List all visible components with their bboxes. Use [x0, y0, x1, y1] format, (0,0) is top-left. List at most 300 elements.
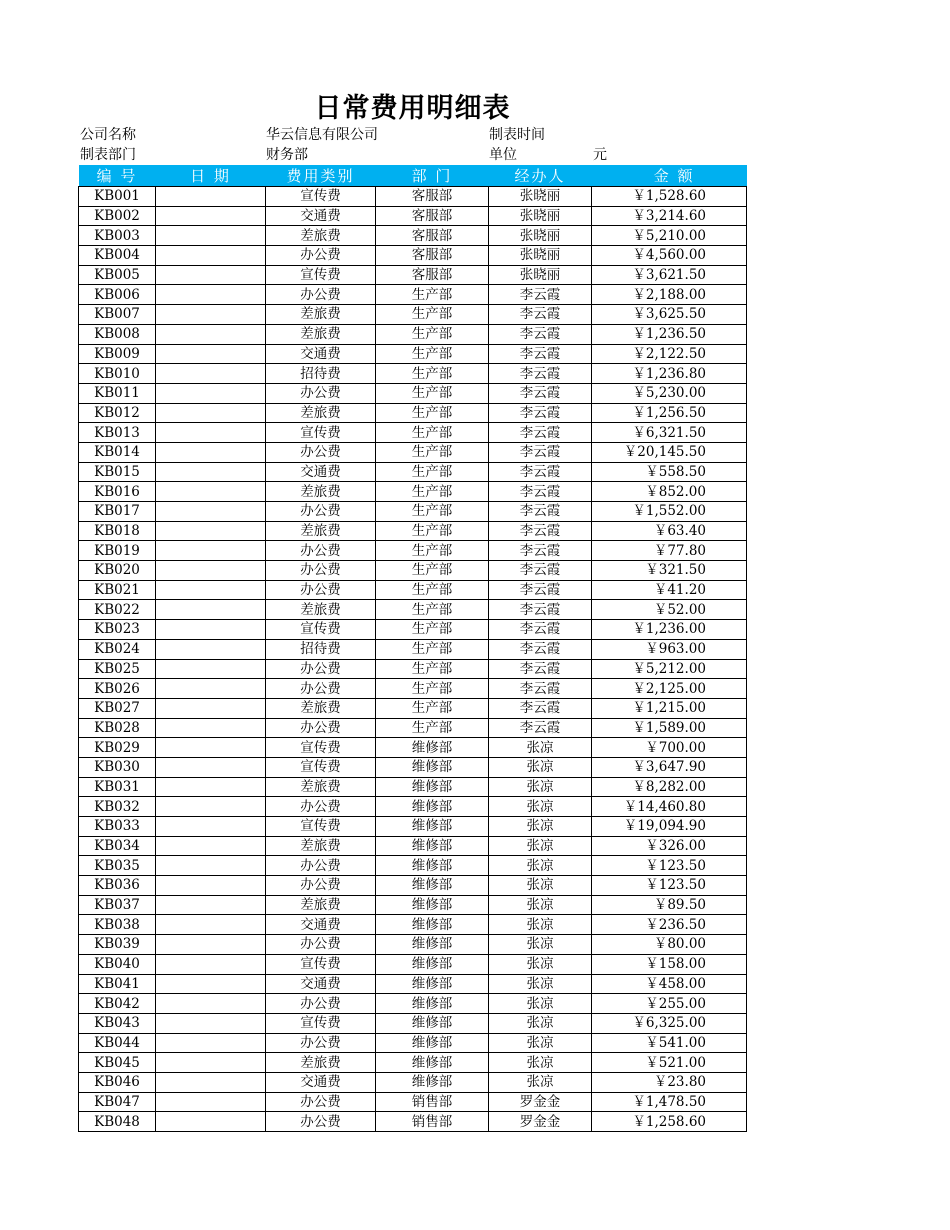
cell-department[interactable]: 维修部 — [376, 1072, 489, 1092]
cell-id[interactable]: KB008 — [79, 324, 156, 344]
cell-date[interactable] — [156, 994, 266, 1014]
cell-department[interactable]: 生产部 — [376, 521, 489, 541]
cell-date[interactable] — [156, 856, 266, 876]
cell-handler[interactable]: 李云霞 — [489, 403, 592, 423]
cell-department[interactable]: 维修部 — [376, 974, 489, 994]
cell-id[interactable]: KB028 — [79, 718, 156, 738]
cell-id[interactable]: KB010 — [79, 364, 156, 384]
cell-id[interactable]: KB041 — [79, 974, 156, 994]
cell-date[interactable] — [156, 817, 266, 837]
cell-id[interactable]: KB014 — [79, 442, 156, 462]
cell-category[interactable]: 办公费 — [266, 876, 376, 896]
cell-date[interactable] — [156, 639, 266, 659]
cell-amount[interactable]: ￥963.00 — [592, 639, 747, 659]
cell-handler[interactable]: 李云霞 — [489, 502, 592, 522]
cell-category[interactable]: 宣传费 — [266, 1013, 376, 1033]
cell-date[interactable] — [156, 1053, 266, 1073]
cell-id[interactable]: KB042 — [79, 994, 156, 1014]
cell-handler[interactable]: 张晓丽 — [489, 206, 592, 226]
cell-date[interactable] — [156, 600, 266, 620]
cell-category[interactable]: 交通费 — [266, 344, 376, 364]
cell-department[interactable]: 维修部 — [376, 1033, 489, 1053]
page-title: 日常费用明细表 — [314, 93, 511, 124]
cell-id[interactable]: KB001 — [79, 187, 156, 207]
cell-category[interactable]: 招待费 — [266, 364, 376, 384]
cell-id[interactable]: KB031 — [79, 777, 156, 797]
cell-department[interactable]: 客服部 — [376, 187, 489, 207]
cell-handler[interactable]: 张晓丽 — [489, 265, 592, 285]
cell-category[interactable]: 办公费 — [266, 1092, 376, 1112]
cell-category[interactable]: 办公费 — [266, 679, 376, 699]
cell-handler[interactable]: 李云霞 — [489, 580, 592, 600]
cell-handler[interactable]: 张凉 — [489, 777, 592, 797]
cell-category[interactable]: 差旅费 — [266, 403, 376, 423]
cell-amount[interactable]: ￥1,236.80 — [592, 364, 747, 384]
cell-handler[interactable]: 张凉 — [489, 954, 592, 974]
table-row — [79, 738, 747, 758]
table-row — [79, 876, 747, 896]
cell-department[interactable]: 维修部 — [376, 777, 489, 797]
cell-department[interactable]: 维修部 — [376, 856, 489, 876]
cell-handler[interactable]: 张凉 — [489, 1072, 592, 1092]
cell-handler[interactable]: 张凉 — [489, 1053, 592, 1073]
cell-department[interactable]: 生产部 — [376, 541, 489, 561]
cell-amount[interactable]: ￥158.00 — [592, 954, 747, 974]
cell-handler[interactable]: 李云霞 — [489, 285, 592, 305]
cell-date[interactable] — [156, 187, 266, 207]
cell-amount[interactable]: ￥236.50 — [592, 915, 747, 935]
cell-amount[interactable]: ￥255.00 — [592, 994, 747, 1014]
cell-department[interactable]: 生产部 — [376, 620, 489, 640]
table-row — [79, 757, 747, 777]
cell-category[interactable]: 差旅费 — [266, 1053, 376, 1073]
cell-date[interactable] — [156, 265, 266, 285]
cell-amount[interactable]: ￥1,528.60 — [592, 187, 747, 207]
cell-department[interactable]: 生产部 — [376, 403, 489, 423]
cell-department[interactable]: 客服部 — [376, 265, 489, 285]
cell-amount[interactable]: ￥41.20 — [592, 580, 747, 600]
cell-date[interactable] — [156, 836, 266, 856]
cell-amount[interactable]: ￥89.50 — [592, 895, 747, 915]
table-row — [79, 1072, 747, 1092]
cell-date[interactable] — [156, 521, 266, 541]
cell-category[interactable]: 办公费 — [266, 718, 376, 738]
cell-department[interactable]: 生产部 — [376, 718, 489, 738]
cell-date[interactable] — [156, 659, 266, 679]
cell-handler[interactable]: 张凉 — [489, 935, 592, 955]
cell-amount[interactable]: ￥63.40 — [592, 521, 747, 541]
cell-amount[interactable]: ￥1,215.00 — [592, 698, 747, 718]
cell-handler[interactable]: 张凉 — [489, 797, 592, 817]
cell-category[interactable]: 差旅费 — [266, 226, 376, 246]
cell-id[interactable]: KB036 — [79, 876, 156, 896]
cell-department[interactable]: 生产部 — [376, 285, 489, 305]
cell-amount[interactable]: ￥326.00 — [592, 836, 747, 856]
cell-category[interactable]: 宣传费 — [266, 620, 376, 640]
cell-date[interactable] — [156, 1033, 266, 1053]
cell-department[interactable]: 维修部 — [376, 738, 489, 758]
cell-category[interactable]: 招待费 — [266, 639, 376, 659]
cell-amount[interactable]: ￥52.00 — [592, 600, 747, 620]
cell-handler[interactable]: 张凉 — [489, 915, 592, 935]
cell-department[interactable]: 客服部 — [376, 246, 489, 266]
cell-id[interactable]: KB004 — [79, 246, 156, 266]
cell-category[interactable]: 办公费 — [266, 580, 376, 600]
cell-handler[interactable]: 李云霞 — [489, 639, 592, 659]
cell-handler[interactable]: 张晓丽 — [489, 246, 592, 266]
cell-handler[interactable]: 李云霞 — [489, 324, 592, 344]
cell-id[interactable]: KB023 — [79, 620, 156, 640]
cell-date[interactable] — [156, 935, 266, 955]
cell-handler[interactable]: 李云霞 — [489, 462, 592, 482]
cell-handler[interactable]: 李云霞 — [489, 364, 592, 384]
cell-amount[interactable]: ￥1,552.00 — [592, 502, 747, 522]
table-row — [79, 600, 747, 620]
cell-amount[interactable]: ￥5,230.00 — [592, 383, 747, 403]
cell-handler[interactable]: 张凉 — [489, 757, 592, 777]
cell-id[interactable]: KB029 — [79, 738, 156, 758]
cell-category[interactable]: 交通费 — [266, 206, 376, 226]
cell-amount[interactable]: ￥558.50 — [592, 462, 747, 482]
cell-id[interactable]: KB040 — [79, 954, 156, 974]
cell-amount[interactable]: ￥541.00 — [592, 1033, 747, 1053]
cell-amount[interactable]: ￥20,145.50 — [592, 442, 747, 462]
cell-amount[interactable]: ￥3,647.90 — [592, 757, 747, 777]
cell-department[interactable]: 生产部 — [376, 482, 489, 502]
cell-date[interactable] — [156, 1112, 266, 1132]
table-row — [79, 954, 747, 974]
cell-date[interactable] — [156, 246, 266, 266]
table-row — [79, 462, 747, 482]
cell-id[interactable]: KB019 — [79, 541, 156, 561]
cell-handler[interactable]: 李云霞 — [489, 698, 592, 718]
cell-date[interactable] — [156, 226, 266, 246]
cell-date[interactable] — [156, 954, 266, 974]
cell-category[interactable]: 宣传费 — [266, 817, 376, 837]
cell-date[interactable] — [156, 1092, 266, 1112]
cell-department[interactable]: 客服部 — [376, 206, 489, 226]
cell-date[interactable] — [156, 718, 266, 738]
cell-category[interactable]: 办公费 — [266, 1033, 376, 1053]
cell-department[interactable]: 维修部 — [376, 1013, 489, 1033]
cell-date[interactable] — [156, 1072, 266, 1092]
cell-handler[interactable]: 罗金金 — [489, 1092, 592, 1112]
cell-department[interactable]: 生产部 — [376, 561, 489, 581]
cell-category[interactable]: 办公费 — [266, 856, 376, 876]
cell-id[interactable]: KB044 — [79, 1033, 156, 1053]
cell-category[interactable]: 宣传费 — [266, 423, 376, 443]
cell-handler[interactable]: 张凉 — [489, 876, 592, 896]
cell-category[interactable]: 办公费 — [266, 797, 376, 817]
cell-handler[interactable]: 李云霞 — [489, 718, 592, 738]
cell-handler[interactable]: 李云霞 — [489, 541, 592, 561]
cell-date[interactable] — [156, 462, 266, 482]
cell-id[interactable]: KB013 — [79, 423, 156, 443]
cell-amount[interactable]: ￥5,212.00 — [592, 659, 747, 679]
cell-amount[interactable]: ￥2,122.50 — [592, 344, 747, 364]
cell-date[interactable] — [156, 482, 266, 502]
cell-department[interactable]: 维修部 — [376, 836, 489, 856]
cell-handler[interactable]: 李云霞 — [489, 679, 592, 699]
cell-id[interactable]: KB005 — [79, 265, 156, 285]
cell-id[interactable]: KB025 — [79, 659, 156, 679]
cell-category[interactable]: 差旅费 — [266, 600, 376, 620]
cell-category[interactable]: 宣传费 — [266, 738, 376, 758]
cell-handler[interactable]: 李云霞 — [489, 561, 592, 581]
cell-date[interactable] — [156, 305, 266, 325]
cell-id[interactable]: KB030 — [79, 757, 156, 777]
cell-department[interactable]: 维修部 — [376, 915, 489, 935]
cell-amount[interactable]: ￥123.50 — [592, 876, 747, 896]
cell-department[interactable]: 维修部 — [376, 1053, 489, 1073]
cell-department[interactable]: 生产部 — [376, 383, 489, 403]
cell-id[interactable]: KB048 — [79, 1112, 156, 1132]
cell-department[interactable]: 生产部 — [376, 679, 489, 699]
cell-id[interactable]: KB039 — [79, 935, 156, 955]
cell-id[interactable]: KB035 — [79, 856, 156, 876]
cell-amount[interactable]: ￥23.80 — [592, 1072, 747, 1092]
cell-category[interactable]: 差旅费 — [266, 482, 376, 502]
cell-department[interactable]: 生产部 — [376, 698, 489, 718]
cell-handler[interactable]: 张凉 — [489, 974, 592, 994]
cell-handler[interactable]: 李云霞 — [489, 305, 592, 325]
cell-handler[interactable]: 张凉 — [489, 836, 592, 856]
cell-category[interactable]: 宣传费 — [266, 265, 376, 285]
cell-date[interactable] — [156, 442, 266, 462]
cell-amount[interactable]: ￥80.00 — [592, 935, 747, 955]
cell-id[interactable]: KB018 — [79, 521, 156, 541]
cell-amount[interactable]: ￥1,589.00 — [592, 718, 747, 738]
cell-id[interactable]: KB020 — [79, 561, 156, 581]
cell-id[interactable]: KB009 — [79, 344, 156, 364]
cell-id[interactable]: KB002 — [79, 206, 156, 226]
cell-department[interactable]: 生产部 — [376, 442, 489, 462]
cell-id[interactable]: KB045 — [79, 1053, 156, 1073]
cell-category[interactable]: 差旅费 — [266, 836, 376, 856]
cell-department[interactable]: 生产部 — [376, 305, 489, 325]
cell-amount[interactable]: ￥458.00 — [592, 974, 747, 994]
cell-department[interactable]: 生产部 — [376, 462, 489, 482]
table-row — [79, 265, 747, 285]
cell-id[interactable]: KB011 — [79, 383, 156, 403]
cell-id[interactable]: KB021 — [79, 580, 156, 600]
cell-handler[interactable]: 张凉 — [489, 895, 592, 915]
cell-category[interactable]: 宣传费 — [266, 954, 376, 974]
cell-amount[interactable]: ￥1,236.50 — [592, 324, 747, 344]
cell-date[interactable] — [156, 344, 266, 364]
cell-date[interactable] — [156, 383, 266, 403]
cell-amount[interactable]: ￥3,621.50 — [592, 265, 747, 285]
cell-date[interactable] — [156, 364, 266, 384]
cell-date[interactable] — [156, 206, 266, 226]
cell-department[interactable]: 维修部 — [376, 757, 489, 777]
cell-date[interactable] — [156, 403, 266, 423]
cell-category[interactable]: 宣传费 — [266, 187, 376, 207]
cell-date[interactable] — [156, 561, 266, 581]
cell-date[interactable] — [156, 738, 266, 758]
cell-date[interactable] — [156, 915, 266, 935]
cell-id[interactable]: KB015 — [79, 462, 156, 482]
cell-handler[interactable]: 李云霞 — [489, 442, 592, 462]
cell-handler[interactable]: 张凉 — [489, 738, 592, 758]
cell-category[interactable]: 宣传费 — [266, 757, 376, 777]
cell-department[interactable]: 生产部 — [376, 639, 489, 659]
cell-date[interactable] — [156, 502, 266, 522]
cell-date[interactable] — [156, 620, 266, 640]
cell-department[interactable]: 生产部 — [376, 324, 489, 344]
cell-handler[interactable]: 李云霞 — [489, 383, 592, 403]
cell-category[interactable]: 办公费 — [266, 541, 376, 561]
cell-category[interactable]: 办公费 — [266, 502, 376, 522]
cell-category[interactable]: 交通费 — [266, 1072, 376, 1092]
cell-department[interactable]: 销售部 — [376, 1092, 489, 1112]
cell-amount[interactable]: ￥3,625.50 — [592, 305, 747, 325]
cell-department[interactable]: 生产部 — [376, 502, 489, 522]
cell-category[interactable]: 差旅费 — [266, 777, 376, 797]
cell-date[interactable] — [156, 895, 266, 915]
cell-amount[interactable]: ￥6,321.50 — [592, 423, 747, 443]
cell-id[interactable]: KB032 — [79, 797, 156, 817]
cell-category[interactable]: 交通费 — [266, 462, 376, 482]
cell-category[interactable]: 办公费 — [266, 935, 376, 955]
cell-id[interactable]: KB017 — [79, 502, 156, 522]
cell-handler[interactable]: 张凉 — [489, 1013, 592, 1033]
cell-department[interactable]: 生产部 — [376, 364, 489, 384]
cell-date[interactable] — [156, 974, 266, 994]
cell-amount[interactable]: ￥5,210.00 — [592, 226, 747, 246]
cell-category[interactable]: 办公费 — [266, 1112, 376, 1132]
cell-category[interactable]: 差旅费 — [266, 324, 376, 344]
cell-date[interactable] — [156, 679, 266, 699]
cell-department[interactable]: 生产部 — [376, 423, 489, 443]
cell-handler[interactable]: 罗金金 — [489, 1112, 592, 1132]
cell-id[interactable]: KB003 — [79, 226, 156, 246]
cell-category[interactable]: 办公费 — [266, 383, 376, 403]
cell-department[interactable]: 生产部 — [376, 580, 489, 600]
cell-handler[interactable]: 李云霞 — [489, 659, 592, 679]
cell-department[interactable]: 维修部 — [376, 817, 489, 837]
cell-amount[interactable]: ￥4,560.00 — [592, 246, 747, 266]
cell-handler[interactable]: 李云霞 — [489, 600, 592, 620]
table-row — [79, 777, 747, 797]
cell-department[interactable]: 生产部 — [376, 600, 489, 620]
cell-category[interactable]: 交通费 — [266, 915, 376, 935]
cell-handler[interactable]: 张晓丽 — [489, 187, 592, 207]
cell-department[interactable]: 销售部 — [376, 1112, 489, 1132]
cell-id[interactable]: KB038 — [79, 915, 156, 935]
cell-handler[interactable]: 张凉 — [489, 856, 592, 876]
cell-category[interactable]: 差旅费 — [266, 895, 376, 915]
cell-category[interactable]: 差旅费 — [266, 698, 376, 718]
cell-amount[interactable]: ￥19,094.90 — [592, 817, 747, 837]
cell-amount[interactable]: ￥2,125.00 — [592, 679, 747, 699]
cell-category[interactable]: 办公费 — [266, 659, 376, 679]
cell-id[interactable]: KB043 — [79, 1013, 156, 1033]
cell-amount[interactable]: ￥77.80 — [592, 541, 747, 561]
cell-handler[interactable]: 李云霞 — [489, 521, 592, 541]
cell-amount[interactable]: ￥1,258.60 — [592, 1112, 747, 1132]
cell-category[interactable]: 差旅费 — [266, 521, 376, 541]
cell-category[interactable]: 差旅费 — [266, 305, 376, 325]
cell-id[interactable]: KB022 — [79, 600, 156, 620]
cell-date[interactable] — [156, 1013, 266, 1033]
cell-amount[interactable]: ￥521.00 — [592, 1053, 747, 1073]
cell-date[interactable] — [156, 777, 266, 797]
cell-category[interactable]: 办公费 — [266, 561, 376, 581]
cell-date[interactable] — [156, 423, 266, 443]
cell-amount[interactable]: ￥1,256.50 — [592, 403, 747, 423]
cell-date[interactable] — [156, 285, 266, 305]
cell-handler[interactable]: 张凉 — [489, 1033, 592, 1053]
cell-amount[interactable]: ￥3,214.60 — [592, 206, 747, 226]
cell-date[interactable] — [156, 876, 266, 896]
cell-id[interactable]: KB012 — [79, 403, 156, 423]
cell-id[interactable]: KB026 — [79, 679, 156, 699]
cell-id[interactable]: KB006 — [79, 285, 156, 305]
cell-handler[interactable]: 张晓丽 — [489, 226, 592, 246]
table-row — [79, 521, 747, 541]
cell-id[interactable]: KB046 — [79, 1072, 156, 1092]
cell-date[interactable] — [156, 797, 266, 817]
cell-id[interactable]: KB037 — [79, 895, 156, 915]
cell-category[interactable]: 交通费 — [266, 974, 376, 994]
cell-amount[interactable]: ￥6,325.00 — [592, 1013, 747, 1033]
cell-handler[interactable]: 李云霞 — [489, 423, 592, 443]
cell-handler[interactable]: 张凉 — [489, 817, 592, 837]
cell-amount[interactable]: ￥14,460.80 — [592, 797, 747, 817]
cell-amount[interactable]: ￥852.00 — [592, 482, 747, 502]
expense-table — [78, 165, 747, 1132]
cell-amount[interactable]: ￥700.00 — [592, 738, 747, 758]
cell-category[interactable]: 办公费 — [266, 285, 376, 305]
cell-category[interactable]: 办公费 — [266, 442, 376, 462]
cell-amount[interactable]: ￥8,282.00 — [592, 777, 747, 797]
cell-handler[interactable]: 张凉 — [489, 994, 592, 1014]
cell-id[interactable]: KB016 — [79, 482, 156, 502]
cell-handler[interactable]: 李云霞 — [489, 344, 592, 364]
cell-date[interactable] — [156, 324, 266, 344]
cell-date[interactable] — [156, 580, 266, 600]
cell-date[interactable] — [156, 757, 266, 777]
cell-category[interactable]: 办公费 — [266, 246, 376, 266]
cell-department[interactable]: 维修部 — [376, 876, 489, 896]
cell-department[interactable]: 维修部 — [376, 797, 489, 817]
cell-amount[interactable]: ￥1,236.00 — [592, 620, 747, 640]
cell-department[interactable]: 生产部 — [376, 344, 489, 364]
cell-id[interactable]: KB047 — [79, 1092, 156, 1112]
cell-category[interactable]: 办公费 — [266, 994, 376, 1014]
cell-id[interactable]: KB034 — [79, 836, 156, 856]
cell-department[interactable]: 生产部 — [376, 659, 489, 679]
cell-department[interactable]: 维修部 — [376, 994, 489, 1014]
cell-amount[interactable]: ￥123.50 — [592, 856, 747, 876]
cell-amount[interactable]: ￥1,478.50 — [592, 1092, 747, 1112]
cell-id[interactable]: KB027 — [79, 698, 156, 718]
cell-id[interactable]: KB024 — [79, 639, 156, 659]
cell-handler[interactable]: 李云霞 — [489, 482, 592, 502]
cell-id[interactable]: KB007 — [79, 305, 156, 325]
cell-department[interactable]: 维修部 — [376, 954, 489, 974]
cell-department[interactable]: 维修部 — [376, 895, 489, 915]
cell-department[interactable]: 维修部 — [376, 935, 489, 955]
cell-date[interactable] — [156, 698, 266, 718]
cell-handler[interactable]: 李云霞 — [489, 620, 592, 640]
cell-amount[interactable]: ￥321.50 — [592, 561, 747, 581]
cell-date[interactable] — [156, 541, 266, 561]
cell-id[interactable]: KB033 — [79, 817, 156, 837]
cell-amount[interactable]: ￥2,188.00 — [592, 285, 747, 305]
cell-department[interactable]: 客服部 — [376, 226, 489, 246]
